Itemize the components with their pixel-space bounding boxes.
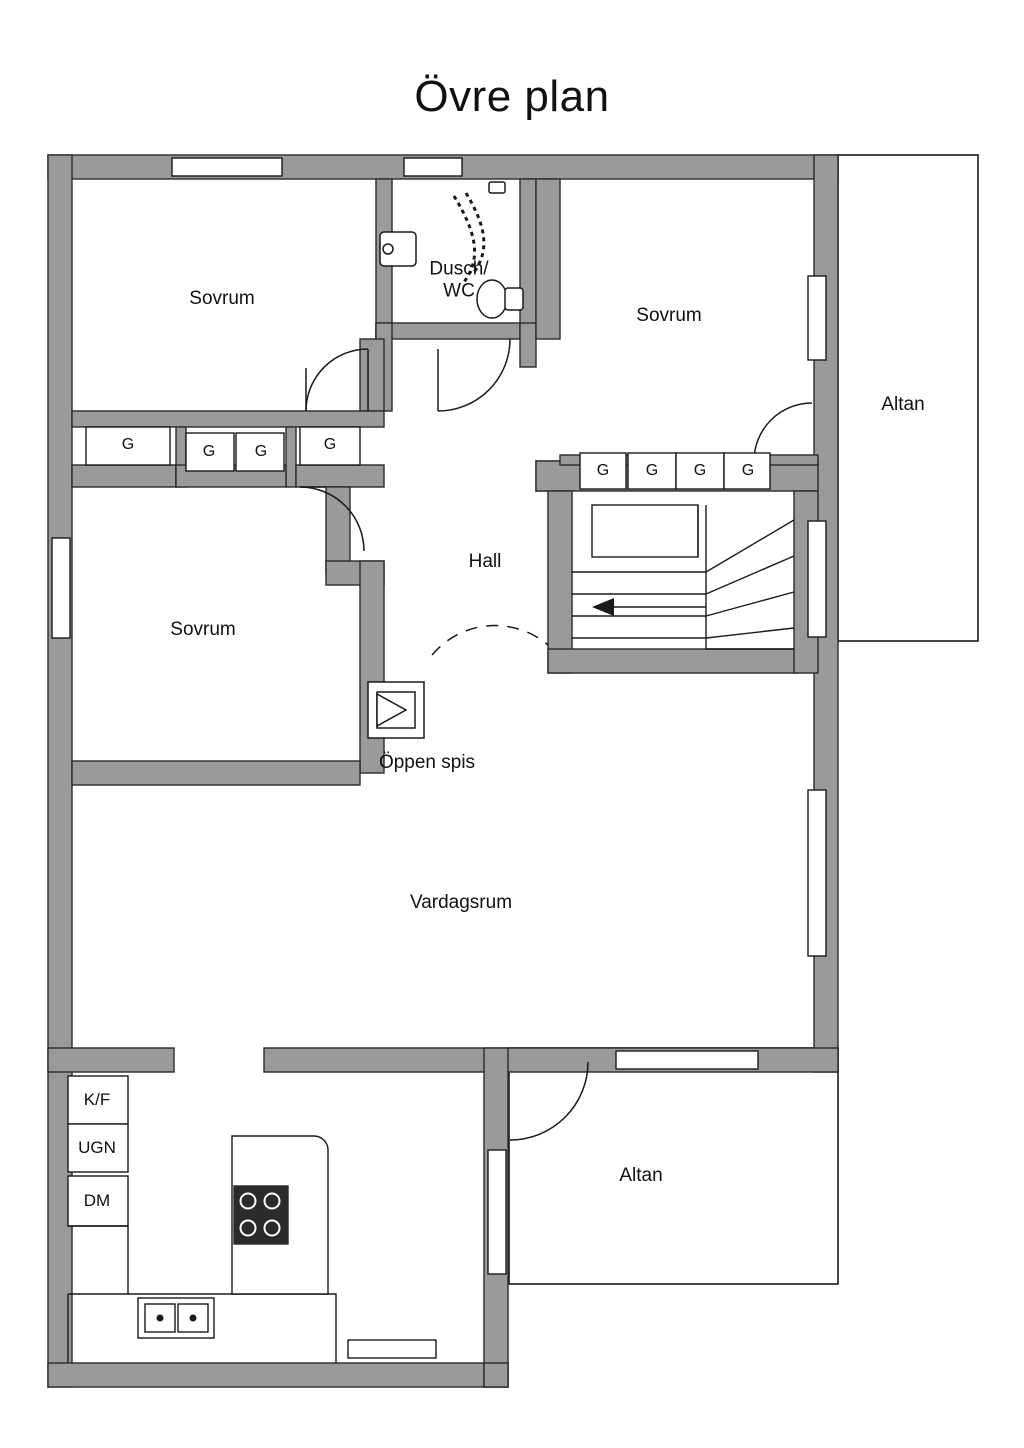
room-label-altan-south: Altan [619, 1164, 663, 1186]
altan-south-outline [509, 1048, 838, 1284]
room-label-sovrum-nw: Sovrum [189, 287, 255, 309]
wardrobe-label-g3: G [254, 443, 268, 460]
room-label-dusch-wc [429, 259, 488, 304]
wardrobe-label-g7: G [693, 462, 707, 479]
room-label-vardagsrum: Vardagsrum [409, 891, 513, 913]
appliance-label-kf: K/F [83, 1090, 111, 1109]
wardrobe-label-g4: G [323, 436, 337, 453]
appliance-label-dm: DM [83, 1191, 111, 1210]
wardrobe-label-g6: G [645, 462, 659, 479]
dusch-wc-line2: WC [443, 281, 475, 302]
wardrobe-label-g8: G [741, 462, 755, 479]
room-label-altan-east: Altan [881, 393, 925, 415]
room-label-oppen-spis: Öppen spis [378, 751, 476, 773]
wardrobe-label-g2: G [202, 443, 216, 460]
page-title: Övre plan [414, 72, 610, 121]
appliance-label-ugn: UGN [78, 1138, 116, 1157]
room-label-sovrum-west: Sovrum [170, 618, 236, 640]
staircase [572, 505, 794, 649]
kitchen-fittings [68, 1076, 336, 1363]
wardrobe-label-g5: G [596, 462, 610, 479]
wardrobe-label-g1: G [121, 436, 135, 453]
fireplace [368, 682, 424, 738]
room-label-sovrum-ne: Sovrum [636, 304, 702, 326]
dusch-wc-line1: Dusch/ [429, 258, 489, 280]
room-label-hall: Hall [468, 550, 502, 572]
